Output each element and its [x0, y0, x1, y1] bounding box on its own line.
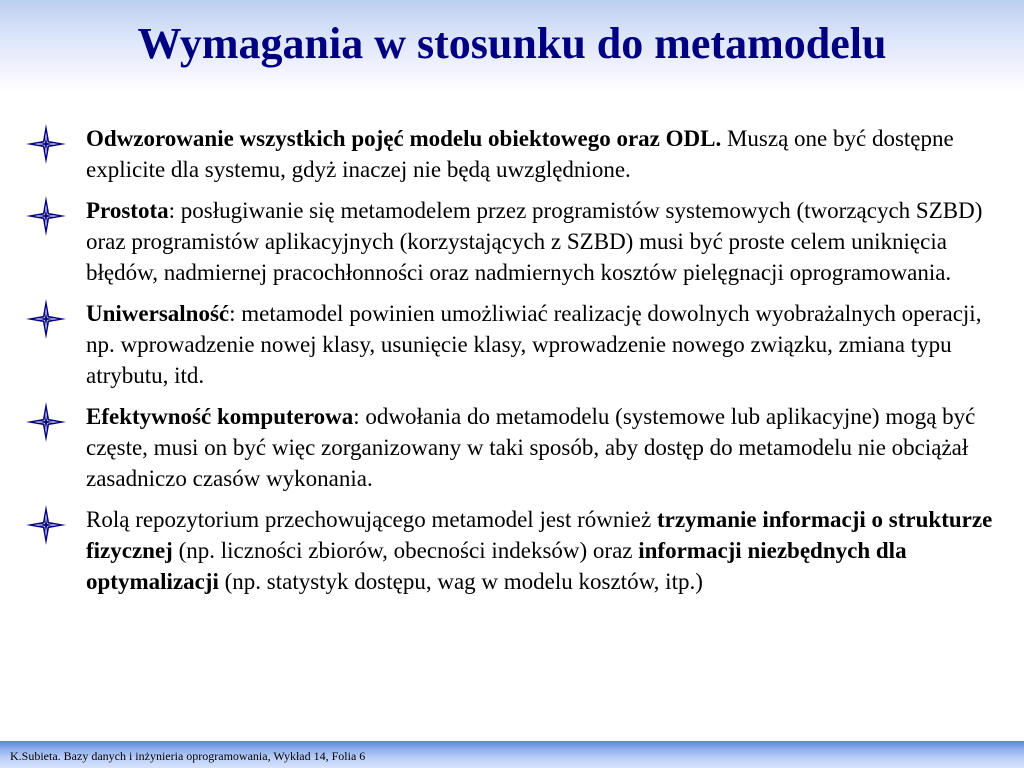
bullet-list: [26, 123, 1010, 607]
item-text-bold: Prostota: [86, 198, 169, 223]
item-text-bold: informacji niezbędnych dla optymalizacji: [86, 538, 907, 594]
footer-bar: [0, 741, 1024, 768]
item-text-bold: Efektywność komputerowa: [86, 404, 354, 429]
item-text-normal: : metamodel powinien umożliwiać realizację dowolnych wyobrażalnych operacji, np. wprowadzenie nowej klasy, usunięcie klasy, wprowadzenie nowego związku, zmiana typu atrybutu, itd.: [86, 301, 982, 388]
list-item: [26, 504, 1010, 597]
four-point-star-icon: [26, 505, 66, 545]
item-text: [86, 401, 1010, 494]
list-item: [26, 195, 1010, 288]
footer-text: K.Subieta. Bazy danych i inżynieria oprogramowania, Wykład 14, Folia 6: [10, 749, 366, 763]
four-point-star-icon: [26, 124, 66, 164]
item-text: [86, 195, 1010, 288]
four-point-star-icon: [26, 299, 66, 339]
item-text-normal: (np. liczności zbiorów, obecności indeksów) oraz: [172, 538, 639, 563]
four-point-star-icon: [26, 196, 66, 236]
four-point-star-icon: [26, 402, 66, 442]
list-item: [26, 401, 1010, 494]
item-text-bold: trzymanie informacji o strukturze fizycznej: [86, 507, 993, 563]
item-text-normal: : odwołania do metamodelu (systemowe lub aplikacyjne) mogą być częste, musi on być więc zorganizowany w taki sposób, aby dostęp do metamodelu nie obciążał zasadniczo czasów wykonania.: [86, 404, 976, 491]
slide-title: Wymagania w stosunku do metamodelu: [137, 19, 887, 68]
item-text: [86, 298, 1010, 391]
list-item: [26, 298, 1010, 391]
item-text-normal: Rolą repozytorium przechowującego metamodel jest również: [86, 507, 657, 532]
item-text-normal: Muszą one być dostępne explicite dla systemu, gdyż inaczej nie będą uwzględnione.: [86, 126, 954, 182]
list-item: [26, 123, 1010, 185]
item-text-normal: : posługiwanie się metamodelem przez programistów systemowych (tworzących SZBD) oraz programistów aplikacyjnych (korzystających z SZBD) musi być proste celem uniknięcia błędów, nadmiernej pracochłonności oraz nadmiernych kosztów pielęgnacji oprogramowania.: [86, 198, 983, 285]
item-text: [86, 504, 1010, 597]
item-text-bold: Uniwersalność: [86, 301, 230, 326]
item-text: [86, 123, 1010, 185]
item-text-bold: Odwzorowanie wszystkich pojęć modelu obiektowego oraz ODL.: [86, 126, 722, 151]
item-text-normal: (np. statystyk dostępu, wag w modelu kosztów, itp.): [218, 569, 703, 594]
